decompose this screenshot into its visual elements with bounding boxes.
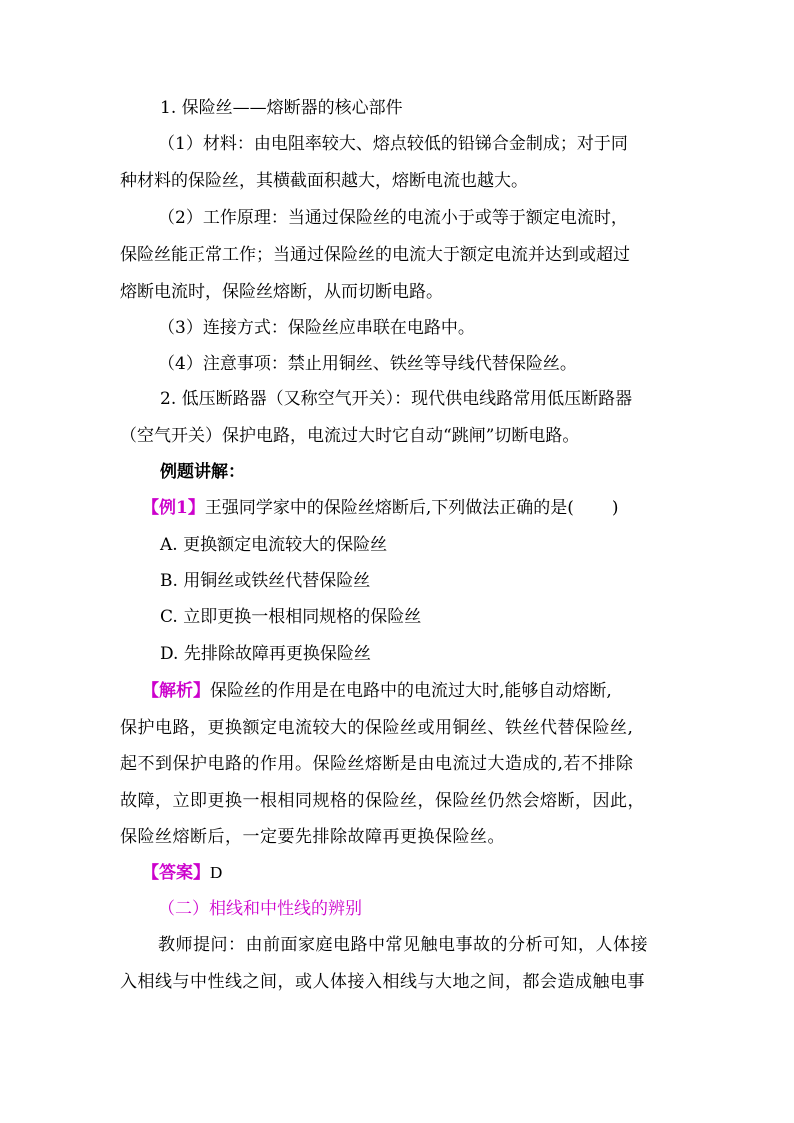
analysis-row-1 bbox=[142, 679, 612, 703]
example-heading: 例题讲解： bbox=[160, 462, 245, 482]
fuse-material-line-1: （1）材料：由电阻率较大、熔点较低的铅锑合金制成；对于同 bbox=[158, 134, 628, 154]
analysis-tag: 【解析】 bbox=[142, 681, 210, 701]
analysis-line-4: 故障，立即更换一根相同规格的保险丝，保险丝仍然会熔断，因此， bbox=[120, 791, 645, 811]
fuse-principle-line-1: （2）工作原理：当通过保险丝的电流小于或等于额定电流时， bbox=[158, 208, 628, 228]
option-c: C. 立即更换一根相同规格的保险丝 bbox=[160, 607, 422, 627]
teacher-line-2: 入相线与中性线之间，或人体接入相线与大地之间，都会造成触电事 bbox=[120, 972, 645, 992]
breaker-line-2: （空气开关）保护电路，电流过大时它自动“跳闸”切断电路。 bbox=[120, 426, 580, 446]
fuse-caution: （4）注意事项：禁止用铜丝、铁丝等导线代替保险丝。 bbox=[158, 354, 577, 374]
option-a: A. 更换额定电流较大的保险丝 bbox=[160, 535, 388, 555]
example-tag: 【例1】 bbox=[142, 498, 205, 518]
analysis-line-5: 保险丝熔断后，一定要先排除故障再更换保险丝。 bbox=[120, 827, 505, 847]
breaker-line-1: 2. 低压断路器（又称空气开关）：现代供电线路常用低压断路器 bbox=[160, 389, 633, 409]
option-d: D. 先排除故障再更换保险丝 bbox=[160, 644, 371, 664]
example-question-close: ) bbox=[611, 498, 619, 518]
fuse-principle-line-2: 保险丝能正常工作；当通过保险丝的电流大于额定电流并达到或超过 bbox=[120, 245, 630, 265]
fuse-material-line-2: 种材料的保险丝，其横截面积越大，熔断电流也越大。 bbox=[120, 171, 528, 191]
analysis-line-3: 起不到保护电路的作用。保险丝熔断是由电流过大造成的,若不排除 bbox=[120, 754, 634, 774]
analysis-line-2: 保护电路，更换额定电流较大的保险丝或用铜丝、铁丝代替保险丝, bbox=[120, 718, 634, 738]
example-question: 王强同学家中的保险丝熔断后,下列做法正确的是( bbox=[204, 498, 574, 518]
answer-tag: 【答案】 bbox=[142, 863, 210, 883]
section-two-heading: （二）相线和中性线的辨别 bbox=[158, 899, 362, 919]
option-b: B. 用铜丝或铁丝代替保险丝 bbox=[160, 571, 371, 591]
fuse-connection: （3）连接方式：保险丝应串联在电路中。 bbox=[158, 318, 475, 338]
answer-value: D bbox=[210, 863, 223, 882]
analysis-line-1: 保险丝的作用是在电路中的电流过大时,能够自动熔断, bbox=[210, 681, 612, 701]
answer-row bbox=[142, 861, 222, 885]
fuse-principle-line-3: 熔断电流时，保险丝熔断，从而切断电路。 bbox=[120, 282, 443, 302]
fuse-title: 1. 保险丝——熔断器的核心部件 bbox=[160, 98, 403, 118]
example-question-row bbox=[142, 496, 619, 520]
teacher-line-1: 教师提问：由前面家庭电路中常见触电事故的分析可知，人体接 bbox=[158, 935, 648, 955]
